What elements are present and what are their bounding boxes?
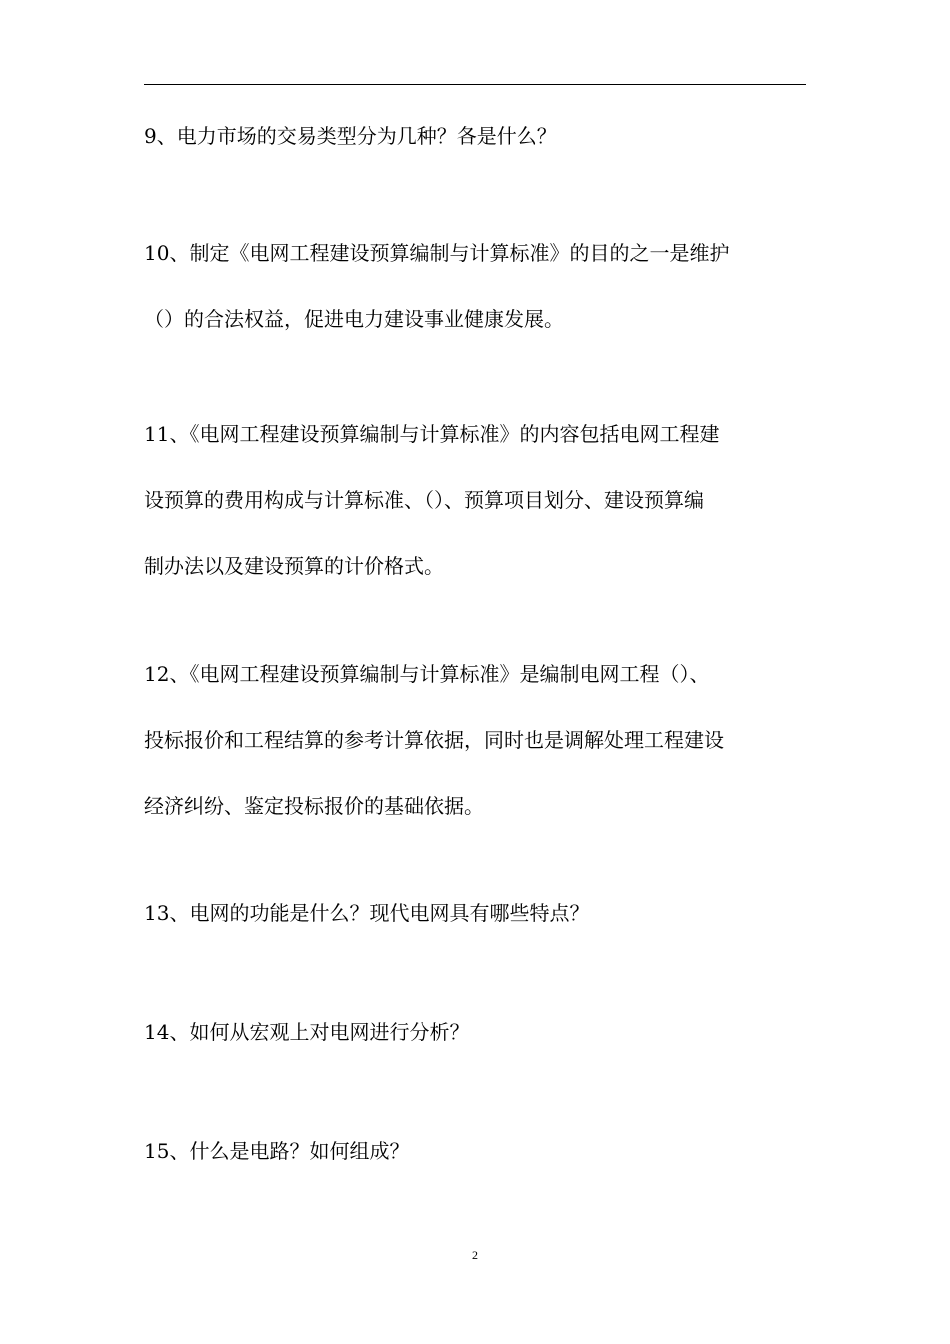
question-line: 11、《电网工程建设预算编制与计算标准》的内容包括电网工程建 bbox=[144, 422, 720, 446]
question-line: 制办法以及建设预算的计价格式。 bbox=[144, 554, 444, 578]
question-11 bbox=[144, 401, 808, 599]
question-line: 13、电网的功能是什么？现代电网具有哪些特点？ bbox=[144, 901, 590, 925]
question-13 bbox=[144, 880, 808, 946]
question-9 bbox=[144, 103, 808, 169]
question-line: 10、制定《电网工程建设预算编制与计算标准》的目的之一是维护 bbox=[144, 241, 730, 265]
header-rule bbox=[144, 84, 806, 85]
question-line: 15、什么是电路？如何组成？ bbox=[144, 1139, 410, 1163]
question-line: 14、如何从宏观上对电网进行分析？ bbox=[144, 1020, 470, 1044]
question-15 bbox=[144, 1118, 808, 1184]
question-line: 设预算的费用构成与计算标准、（）、预算项目划分、建设预算编 bbox=[144, 488, 704, 512]
question-line: 投标报价和工程结算的参考计算依据，同时也是调解处理工程建设 bbox=[144, 728, 724, 752]
question-line: 经济纠纷、鉴定投标报价的基础依据。 bbox=[144, 794, 484, 818]
question-line: 9、电力市场的交易类型分为几种？各是什么？ bbox=[144, 124, 557, 148]
question-14 bbox=[144, 999, 808, 1065]
question-12 bbox=[144, 641, 808, 839]
page-number: 2 bbox=[472, 1248, 478, 1262]
question-10 bbox=[144, 220, 808, 352]
question-line: （）的合法权益，促进电力建设事业健康发展。 bbox=[144, 307, 564, 331]
question-line: 12、《电网工程建设预算编制与计算标准》是编制电网工程（）、 bbox=[144, 662, 710, 686]
